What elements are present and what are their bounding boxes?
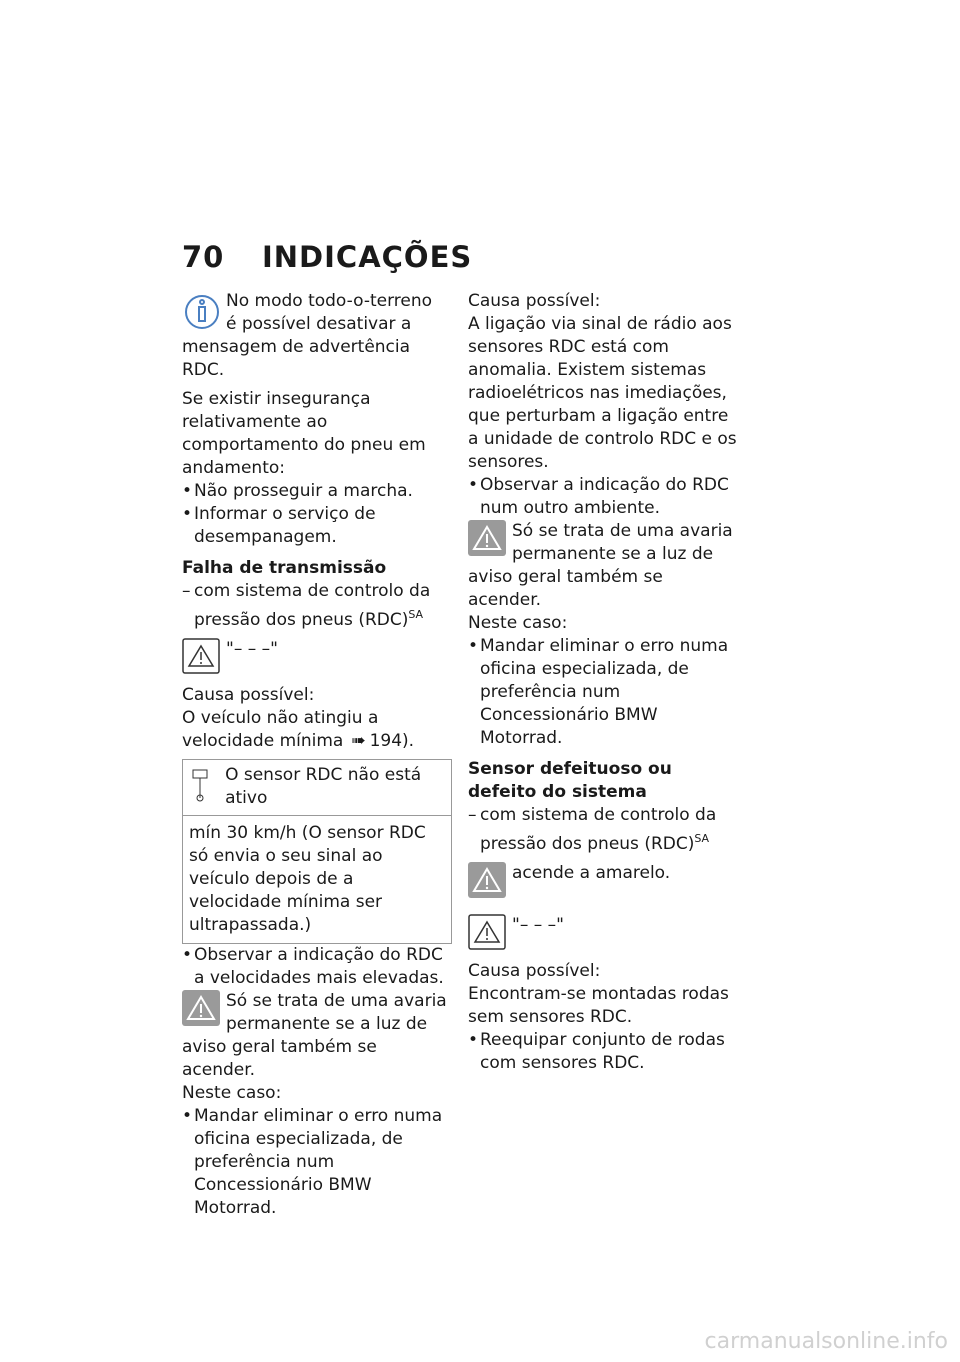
heading-transmission-fault: Falha de transmissão (182, 558, 387, 578)
cause-text: Encontram-se montadas rodas sem sensores RDC. (468, 984, 729, 1027)
info-text-line2: é possível desativar a (226, 314, 412, 334)
table-body-text: mín 30 km/h (O sensor RDC só envia o seu sinal ao veículo depois de a velocidade mínima ser ultrapassada.) (189, 823, 426, 935)
cause-label: Causa possível: (468, 291, 601, 311)
bullet-workshop: • Mandar eliminar o erro numa oficina especializada, de preferência num Concessionário BMW Motorrad. (182, 1105, 452, 1220)
rdc-condition: – com sistema de controlo da pressão dos pneus (RDC)$^{SA}$ (182, 580, 452, 632)
display-row (182, 638, 452, 684)
info-icon (182, 290, 222, 330)
warning-light-icon (468, 914, 506, 950)
warning-line2: permanente se a luz de (512, 544, 714, 564)
table-header-text: O sensor RDC não está ativo (225, 765, 422, 808)
sa-superscript: SA (408, 608, 424, 621)
warning-line2: permanente se a luz de (226, 1014, 428, 1034)
cause-text: O veículo não atingiu a velocidade mínima ➠ 194). (182, 708, 415, 751)
warning-triangle-icon (468, 520, 506, 556)
warning-line1: Só se trata de uma avaria (512, 521, 733, 541)
left-column (182, 290, 452, 1220)
page-reference-arrow-icon: ➠ (351, 731, 366, 751)
cause-text: A ligação via sinal de rádio aos sensores RDC está com anomalia. Existem sistemas radioelétricos nas imediações, que perturbam a ligação entre a unidade de controlo RDC e os sensores. (468, 314, 737, 472)
amber-text: acende a amarelo. (512, 863, 671, 883)
amber-row (468, 862, 740, 908)
case-label: Neste caso: (182, 1083, 282, 1103)
bullet-workshop: • Mandar eliminar o erro numa oficina especializada, de preferência num Concessionário BMW Motorrad. (468, 635, 740, 750)
warning-triangle-icon (182, 990, 220, 1026)
warning-line1: Só se trata de uma avaria (226, 991, 447, 1011)
display-dashes: "– – –" (226, 639, 278, 659)
right-column (468, 290, 740, 1075)
watermark: carmanualsonline.info (704, 1329, 948, 1354)
rdc-table (182, 759, 452, 944)
insecurity-text: Se existir insegurança relativamente ao comportamento do pneu em andamento: (182, 389, 426, 478)
bullet-observe: • Observar a indicação do RDC a velocidades mais elevadas. (182, 944, 452, 990)
sensor-icon (189, 764, 225, 811)
display-row (468, 914, 740, 960)
info-text-line3: mensagem de advertência RDC. (182, 337, 411, 380)
heading-sensor-defect: Sensor defeituoso ou defeito do sistema (468, 759, 672, 802)
warning-note (182, 990, 452, 1036)
sa-superscript: SA (694, 832, 710, 845)
cause-label: Causa possível: (468, 961, 601, 981)
bullet-refit: • Reequipar conjunto de rodas com sensores RDC. (468, 1029, 740, 1075)
page-reference: 194). (369, 731, 415, 751)
warning-light-icon (182, 638, 220, 674)
page-header (182, 240, 472, 274)
bullet-stop: • Não prosseguir a marcha. (182, 480, 452, 503)
info-note (182, 290, 452, 336)
page-number: 70 (182, 240, 225, 274)
bullet-observe: • Observar a indicação do RDC num outro ambiente. (468, 474, 740, 520)
case-label: Neste caso: (468, 613, 568, 633)
table-row (183, 760, 451, 816)
bullet-service: • Informar o serviço de desempanagem. (182, 503, 452, 549)
page-title: INDICAÇÕES (262, 240, 473, 274)
display-dashes: "– – –" (512, 915, 564, 935)
warning-triangle-icon (468, 862, 506, 898)
rdc-condition: – com sistema de controlo da pressão dos pneus (RDC)$^{SA}$ (468, 804, 740, 856)
warning-line3: aviso geral também se acender. (468, 567, 663, 610)
warning-line3: aviso geral também se acender. (182, 1037, 377, 1080)
warning-note (468, 520, 740, 566)
cause-label: Causa possível: (182, 685, 315, 705)
info-text-line1: No modo todo-o-terreno (226, 291, 433, 311)
